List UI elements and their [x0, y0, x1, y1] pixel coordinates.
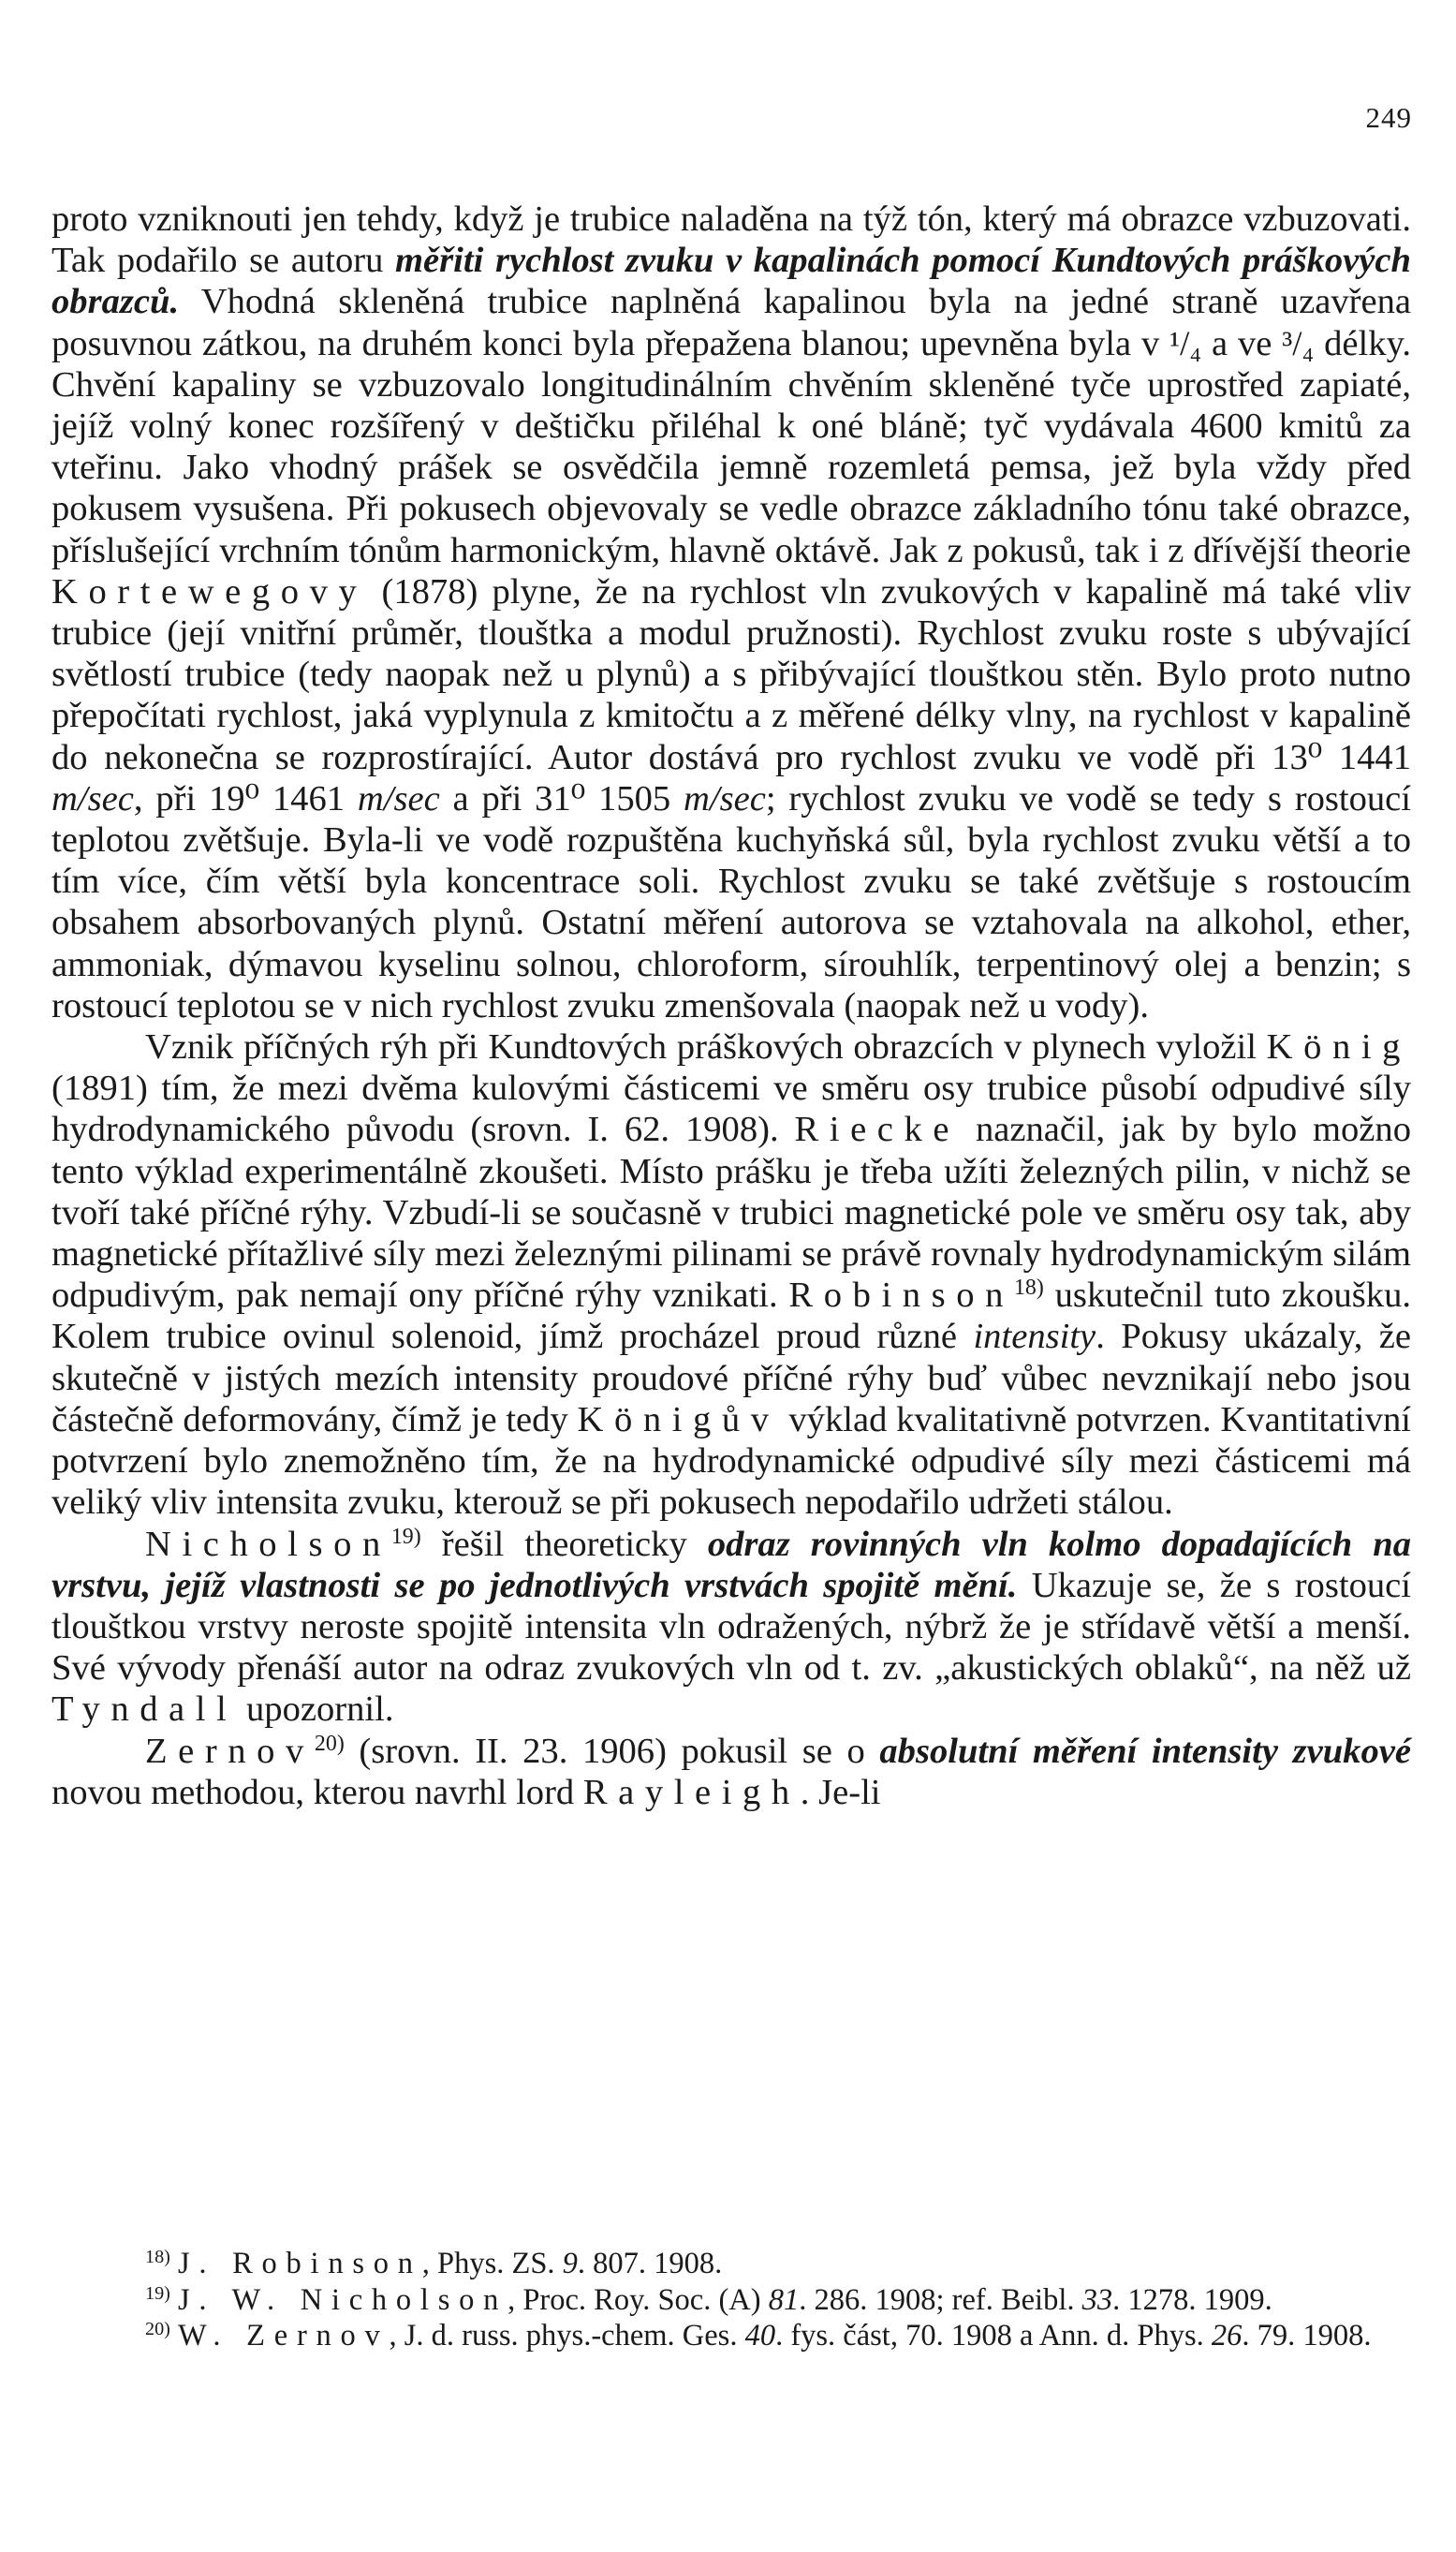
- footnote-mark: 20): [145, 2318, 170, 2339]
- volume: 33: [1081, 2282, 1113, 2317]
- author-name: Königův: [577, 1399, 780, 1439]
- paragraph-2: [51, 1026, 1411, 1523]
- author-name: Robinson: [788, 1276, 1014, 1316]
- author-name: Zernov: [145, 1731, 315, 1771]
- author-name: Rayleigh: [582, 1772, 801, 1812]
- author-name: Riecke: [794, 1110, 961, 1150]
- text: naznačil, jak by bylo možno tento výklad experimentálně zkoušeti. Místo prášku je třeba užíti železných pilin, v nichž se tvoří také příčné rýhy. Vzbudí-li se současně v trubici magnetické pole ve směru osy tak, aby magnetické přítažlivé síly mezi železnými pilinami se právě rovnaly hydrodynamickým silám odpudivým, pak nemají ony příčné rýhy vznikati.: [51, 1110, 1411, 1316]
- body-text: [51, 199, 1411, 1813]
- text: (srovn. II. 23. 1906) pokusil se o: [344, 1731, 880, 1771]
- italic-text: intensity: [973, 1317, 1096, 1357]
- text: . Pokusy ukázaly, že skutečně v jistých mezích intensity proudové příčné rýhy buď vůbec nevznikají nebo jsou částečně deformovány, čímž je tedy: [51, 1317, 1412, 1439]
- footnote-20: [51, 2318, 1411, 2354]
- text: upozornil.: [237, 1689, 394, 1730]
- footnote-19: [51, 2282, 1411, 2319]
- author-name: Nicholson: [145, 1524, 391, 1564]
- fraction: ¹/₄: [1169, 323, 1202, 362]
- text: proto vzniknouti jen tehdy, když je trubice naladěna na týž tón, který má obrazce vzbuzovati. Tak podařilo se autoru: [51, 199, 1411, 281]
- author-name: Tyndall: [51, 1689, 238, 1730]
- footnotes: [51, 2246, 1411, 2354]
- text: . fys. část, 70. 1908 a Ann. d. Phys.: [775, 2319, 1212, 2353]
- footnote-author: J. W. Nicholson: [177, 2282, 508, 2317]
- text: ; rychlost zvuku ve vodě se tedy s rostoucí teplotou zvětšuje. Byla-li ve vodě rozpuštěna kuchyňská sůl, byla rychlost zvuku větší a to tím více, čím větší byla koncentrace soli. Rychlost zvuku se také zvětšuje s rostoucím obsahem absorbovaných plynů. Ostatní měření autorova se vztahovala na alkohol, ether, ammoniak, dýmavou kyselinu solnou, chloroform, sírouhlík, terpentinový olej a benzin; s rostoucí teplotou se v nich rychlost zvuku zmenšovala (naopak než u vody).: [51, 778, 1412, 1025]
- emphasis: měřiti rychlost zvuku v kapalinách pomocí Kundtových práškových obrazců.: [51, 241, 1411, 322]
- author-name: Kortewegovy: [51, 571, 368, 612]
- page-number: 249: [1365, 101, 1412, 134]
- paragraph-3: [51, 1524, 1411, 1731]
- text: a ve: [1201, 323, 1283, 363]
- footnote-mark: 18): [145, 2246, 170, 2267]
- text: . 286. 1908; ref. Beibl.: [799, 2282, 1082, 2317]
- text: , J. d. russ. phys.-chem. Ges.: [389, 2319, 745, 2353]
- footnote-ref: 18): [1013, 1276, 1044, 1301]
- volume: 9: [562, 2247, 578, 2280]
- unit: m/sec: [357, 778, 440, 819]
- unit: m/sec: [51, 778, 134, 819]
- text: a při 31⁰ 1505: [439, 778, 684, 819]
- footnote-ref: 20): [314, 1731, 345, 1756]
- text: , při 19⁰ 1461: [133, 778, 358, 819]
- author-name: König: [1266, 1027, 1411, 1068]
- emphasis: odraz rovinných vln kolmo dopadajících na vrstvu, jejíž vlastnosti se po jednotlivých vrstvách spojitě mění.: [51, 1524, 1411, 1605]
- text: řešil theoreticky: [420, 1524, 708, 1564]
- text: (1891) tím, že mezi dvěma kulovými částicemi ve směru osy trubice působí odpudivé síly hydrodynamického původu (srovn. I. 62. 1908).: [51, 1069, 1411, 1150]
- text: délky. Chvění kapaliny se vzbuzovalo longitudinálním chvěním skleněné tyče uprostřed zapiaté, jejíž volný konec rozšířený v deštičku přiléhal k oné bláně; tyč vydávala 4600 kmitů za vteřinu. Jako vhodný prášek se osvědčila jemně rozemletá pemsa, jež byla vždy před pokusem vysušena. Při pokusech objevovaly se vedle obrazce základního tónu také obrazce, příslušející vrchním tónům harmonickým, hlavně oktávě. Jak z pokusů, tak i z dřívější theorie: [51, 323, 1411, 570]
- text: , Phys. ZS.: [421, 2247, 563, 2280]
- text: . 807. 1908.: [577, 2247, 723, 2280]
- text: Vznik příčných rýh při Kundtových práškových obrazcích v plynech vyložil: [145, 1027, 1267, 1068]
- text: , Proc. Roy. Soc. (A): [507, 2282, 769, 2317]
- text: . 79. 1908.: [1242, 2319, 1372, 2353]
- paragraph-1: [51, 199, 1411, 1026]
- footnote-author: J. Robinson: [177, 2247, 422, 2280]
- paragraph-4: [51, 1731, 1411, 1813]
- text: novou methodou, kterou navrhl lord: [51, 1772, 583, 1812]
- text: uskutečnil tuto zkoušku. Kolem trubice ovinul solenoid, jímž procházel proud různé: [51, 1276, 1412, 1357]
- footnote-18: [51, 2246, 1411, 2282]
- text: . 1278. 1909.: [1112, 2282, 1272, 2317]
- text: Vhodná skleněná trubice naplněná kapalinou byla na jedné straně uzavřena posuvnou zátkou, na druhém konci byla přepažena blanou; upevněna byla v: [51, 282, 1411, 363]
- volume: 26: [1211, 2319, 1243, 2353]
- footnote-author: W. Zernov: [177, 2319, 390, 2353]
- volume: 81: [768, 2282, 800, 2317]
- text: (1878) plyne, že na rychlost vln zvukových v kapalině má také vliv trubice (její vnitřní průměr, tlouštka a modul pružnosti). Rychlost zvuku roste s ubývající světlostí trubice (tedy naopak než u plynů) a s přibývající tlouštkou stěn. Bylo proto nutno přepočítati rychlost, jaká vyplynula z kmitočtu a z měřené délky vlny, na rychlost v kapalině do nekonečna se rozprostírající. Autor dostává pro rychlost zvuku ve vodě při 13⁰ 1441: [51, 571, 1411, 777]
- footnote-mark: 19): [145, 2282, 170, 2304]
- fraction: ³/₄: [1282, 323, 1315, 362]
- text: Ukazuje se, že s rostoucí tlouštkou vrstvy neroste spojitě intensita vln odražených, nýbrž že je střídavě větší a menší. Své vývody přenáší autor na odraz zvukových vln od t. zv. „akustických oblaků“, na něž už: [51, 1565, 1411, 1689]
- volume: 40: [744, 2319, 776, 2353]
- emphasis: absolutní měření intensity zvukové: [879, 1731, 1411, 1771]
- footnote-ref: 19): [390, 1524, 421, 1549]
- text: . Je-li: [800, 1772, 881, 1812]
- unit: m/sec: [684, 778, 766, 819]
- text: výklad kvalitativně potvrzen. Kvantitativní potvrzení bylo znemožněno tím, že na hydrodynamické odpudivé síly mezi částicemi má veliký vliv intensita zvuku, kterouž se při pokusech nepodařilo udržeti stálou.: [51, 1399, 1411, 1523]
